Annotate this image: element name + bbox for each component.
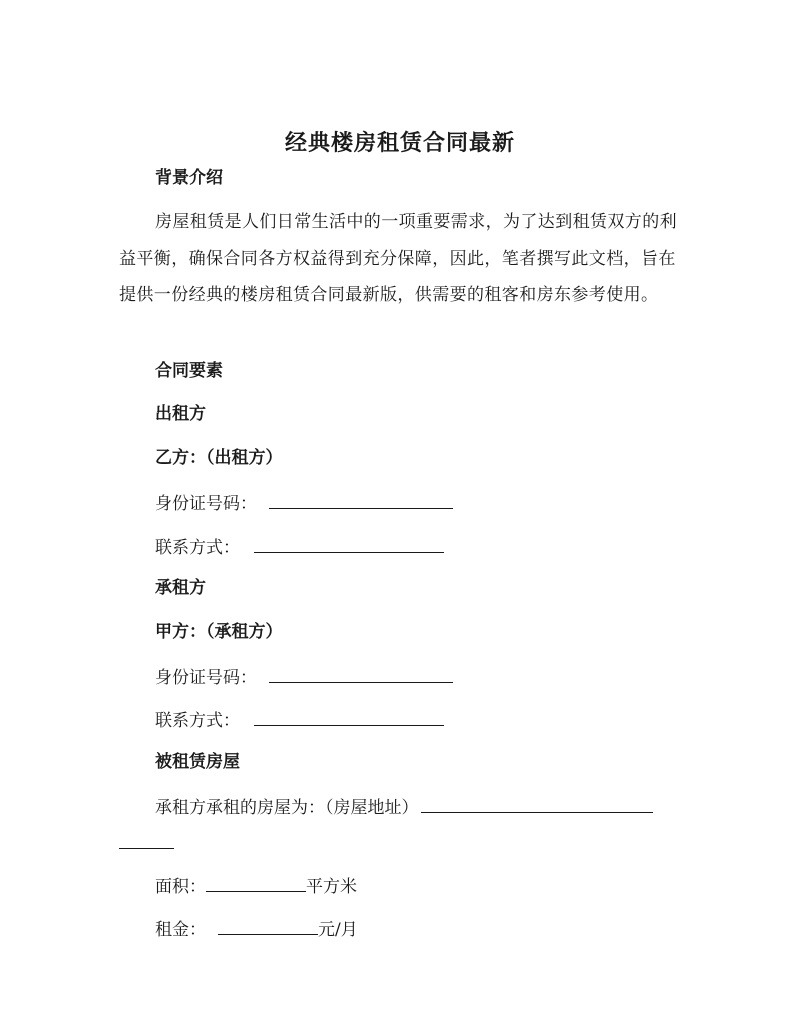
lessor-contact-field[interactable] xyxy=(254,534,444,553)
lessee-contact-label: 联系方式： xyxy=(155,711,240,731)
property-address-continuation-row xyxy=(119,830,174,856)
property-rent-field[interactable] xyxy=(218,916,318,935)
lessor-contact-label: 联系方式： xyxy=(155,538,240,558)
lessor-contact-row xyxy=(155,534,444,560)
lessor-heading: 出租方 xyxy=(155,404,206,424)
background-heading: 背景介绍 xyxy=(155,168,223,188)
lessee-heading: 承租方 xyxy=(155,578,206,598)
background-paragraph: 房屋租赁是人们日常生活中的一项重要需求，为了达到租赁双方的利益平衡，确保合同各方权益得到充分保障，因此，笔者撰写此文档，旨在提供一份经典的楼房租赁合同最新版，供需要的租客和房东参考使用。 xyxy=(119,212,677,306)
lessor-id-label: 身份证号码： xyxy=(155,494,257,514)
property-address-field[interactable] xyxy=(421,794,653,813)
lessor-id-field[interactable] xyxy=(269,490,453,509)
lessor-id-row xyxy=(155,490,453,516)
property-rent-row xyxy=(155,916,358,942)
lessee-contact-field[interactable] xyxy=(254,707,444,726)
document-title: 经典楼房租赁合同最新 xyxy=(284,130,515,156)
lessee-id-label: 身份证号码： xyxy=(155,668,257,688)
property-area-field[interactable] xyxy=(206,873,306,892)
property-area-label: 面积： xyxy=(155,877,206,897)
property-heading: 被租赁房屋 xyxy=(155,752,240,772)
property-address-field-continued[interactable] xyxy=(119,830,174,849)
lessee-party-label: 甲方：（承租方） xyxy=(155,622,283,642)
lessee-id-field[interactable] xyxy=(269,664,453,683)
lessee-id-row xyxy=(155,664,453,690)
property-address-row xyxy=(155,794,653,820)
property-address-label: 承租方承租的房屋为：（房屋地址） xyxy=(155,798,419,818)
property-area-unit: 平方米 xyxy=(306,877,357,897)
lessee-contact-row xyxy=(155,707,444,733)
property-area-row xyxy=(155,873,357,899)
lessor-party-label: 乙方：（出租方） xyxy=(155,448,283,468)
elements-heading: 合同要素 xyxy=(155,361,223,381)
property-rent-unit: 元/月 xyxy=(318,920,358,940)
property-rent-label: 租金： xyxy=(155,920,206,940)
